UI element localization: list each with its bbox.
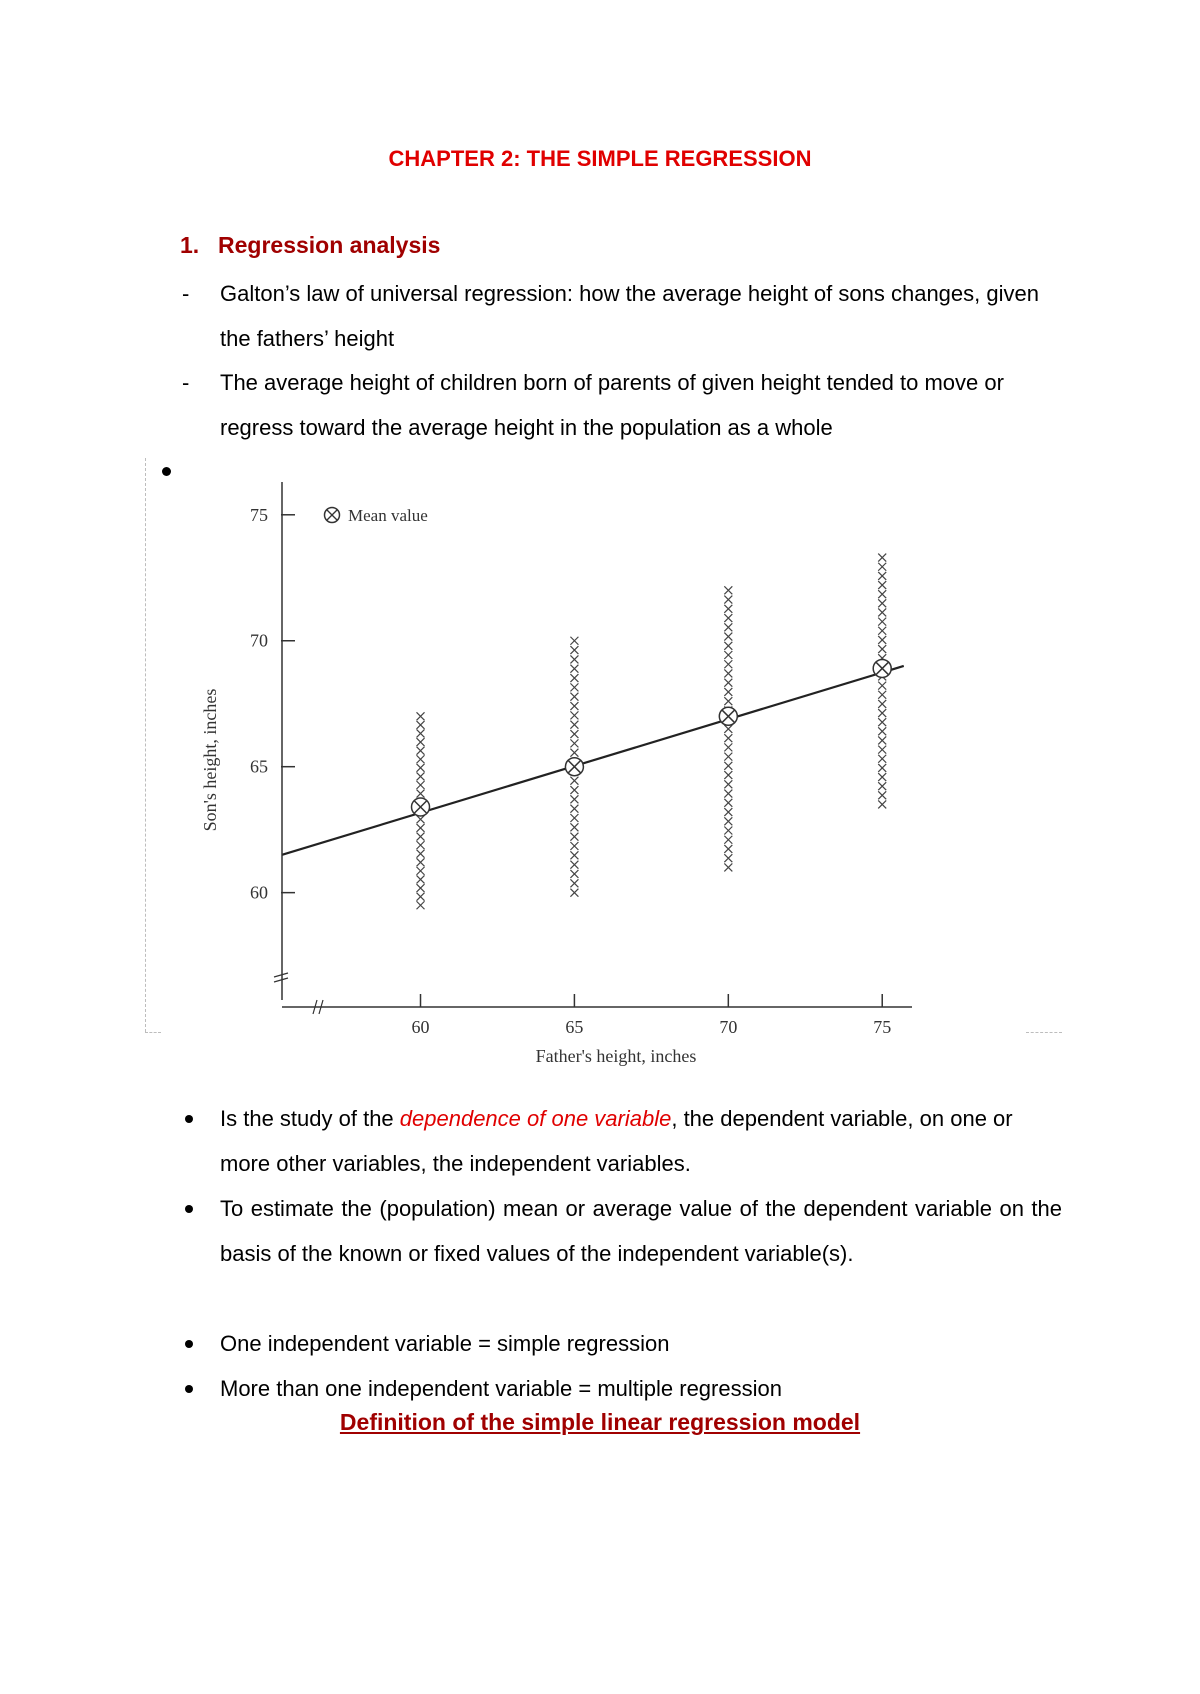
data-point [878,791,886,799]
dash-item-text: The average height of children born of parents of given height tended to move or regress toward the average height in the population as a whole [220,370,1004,440]
data-point [724,827,732,835]
x-tick-label: 75 [873,1017,892,1037]
bullet-dot [185,1340,193,1348]
dash-marker: - [182,281,190,306]
data-point [570,842,578,850]
data-point [417,747,425,755]
data-point [878,554,886,562]
data-point [724,697,732,705]
data-point [878,599,886,607]
data-point [724,605,732,613]
data-point [878,572,886,580]
data-point [878,736,886,744]
data-point [724,660,732,668]
data-point [570,795,578,803]
data-point [417,893,425,901]
data-point [878,590,886,598]
figure-frame-left [145,458,146,1032]
data-point [417,901,425,909]
bullet-text: To estimate the (population) mean or average value of the dependent variable on the basis of the known or fixed values of the independent variable(s). [220,1196,1062,1266]
data-point [570,646,578,654]
x-axis-label: Father's height, inches [535,1046,697,1066]
data-point [724,799,732,807]
data-point [570,637,578,645]
bullet-text: More than one independent variable = multiple regression [220,1376,782,1401]
data-point [724,642,732,650]
data-point [878,800,886,808]
data-point [417,721,425,729]
data-point [724,808,732,816]
data-point [878,581,886,589]
bullet-dot [185,1385,193,1393]
data-point [878,755,886,763]
data-point [878,645,886,653]
data-point [570,683,578,691]
data-point [878,764,886,772]
page-title: CHAPTER 2: THE SIMPLE REGRESSION [388,146,812,171]
data-point [878,682,886,690]
data-point [570,655,578,663]
data-point [724,679,732,687]
data-point [570,861,578,869]
data-point [724,586,732,594]
data-point [417,850,425,858]
data-point [724,633,732,641]
data-point [724,817,732,825]
data-point [570,879,578,887]
data-point [417,833,425,841]
data-point [570,823,578,831]
data-point [417,841,425,849]
data-point [570,805,578,813]
data-point [417,712,425,720]
data-point [417,824,425,832]
data-point [570,730,578,738]
data-point [724,596,732,604]
data-point [878,563,886,571]
figure-frame-bottom-right [1026,1032,1062,1033]
data-point [724,669,732,677]
data-point [570,711,578,719]
data-point [878,709,886,717]
data-point [878,700,886,708]
data-point [570,814,578,822]
section-number: 1. [180,232,200,258]
data-point [878,636,886,644]
data-point [570,786,578,794]
data-point [570,777,578,785]
data-point [417,790,425,798]
data-point [570,693,578,701]
data-point [417,729,425,737]
y-axis-label: Son's height, inches [200,688,220,832]
dash-marker: - [182,370,190,395]
data-point [570,674,578,682]
data-point [724,863,732,871]
data-point [417,764,425,772]
data-point [724,743,732,751]
bullet-text-post: , the dependent variable, on one or more other variables, the independent variables. [220,1106,1013,1176]
data-point [878,608,886,616]
data-point [417,867,425,875]
x-tick-label: 60 [411,1017,430,1037]
y-tick-label: 75 [250,504,268,525]
bullet-emphasis: dependence of one variable [399,1106,672,1131]
data-point [417,858,425,866]
bullet-text: One independent variable = simple regression [220,1331,670,1356]
mean-value-marker [412,798,430,816]
data-point [570,749,578,757]
data-point [878,727,886,735]
data-point [878,718,886,726]
dash-item-regress-toward-average [182,360,1062,450]
legend [325,506,428,525]
y-tick-label: 65 [250,756,268,777]
figure-frame-bottom-left [145,1032,161,1033]
bullet-text-pre: Is the study of the [220,1106,400,1131]
data-point [878,746,886,754]
data-point [417,738,425,746]
definition-heading: Definition of the simple linear regression model [339,1409,861,1435]
x-tick-label: 70 [719,1017,738,1037]
data-point [570,851,578,859]
mean-value-marker [873,659,891,677]
data-point [878,618,886,626]
data-point [570,870,578,878]
mean-value-marker [565,758,583,776]
data-point [570,739,578,747]
data-point [570,833,578,841]
figure-bullet [162,467,171,476]
data-point [724,771,732,779]
mean-value-marker [719,707,737,725]
data-point [878,627,886,635]
bullet-dot [185,1205,193,1213]
regression-line [282,666,904,855]
data-point [570,702,578,710]
data-point [724,845,732,853]
data-point [417,755,425,763]
data-point [724,725,732,733]
data-point [724,614,732,622]
data-point [417,772,425,780]
data-point [724,780,732,788]
data-point [878,773,886,781]
data-point [724,623,732,631]
data-point [724,790,732,798]
dash-item-text: Galton’s law of universal regression: how the average height of sons changes, given the fathers’ height [220,281,1039,351]
bullet-dot [185,1115,193,1123]
section-heading-text: Regression analysis [218,232,441,258]
data-point [878,782,886,790]
bullet-item-estimate [182,1186,1062,1276]
bullet-item-definition [182,1096,1062,1186]
data-point [724,854,732,862]
data-point [417,875,425,883]
data-point [724,836,732,844]
y-axis-break-icon [274,973,288,982]
bullet-item-simple-regression [182,1321,1062,1366]
data-point [724,753,732,761]
data-point [570,889,578,897]
data-point [570,721,578,729]
data-point [417,884,425,892]
data-point [878,691,886,699]
data-point [724,762,732,770]
dash-item-galton-law [182,271,1062,361]
galton-regression-chart [190,470,940,1070]
bullet-item-multiple-regression [182,1366,1062,1411]
x-tick-label: 65 [565,1017,584,1037]
legend-label: Mean value [348,506,428,525]
data-point [417,781,425,789]
data-point [724,734,732,742]
data-point [570,665,578,673]
y-tick-label: 70 [250,630,268,651]
data-point [724,651,732,659]
data-point [724,688,732,696]
section-heading [180,232,440,259]
y-tick-label: 60 [250,882,268,903]
